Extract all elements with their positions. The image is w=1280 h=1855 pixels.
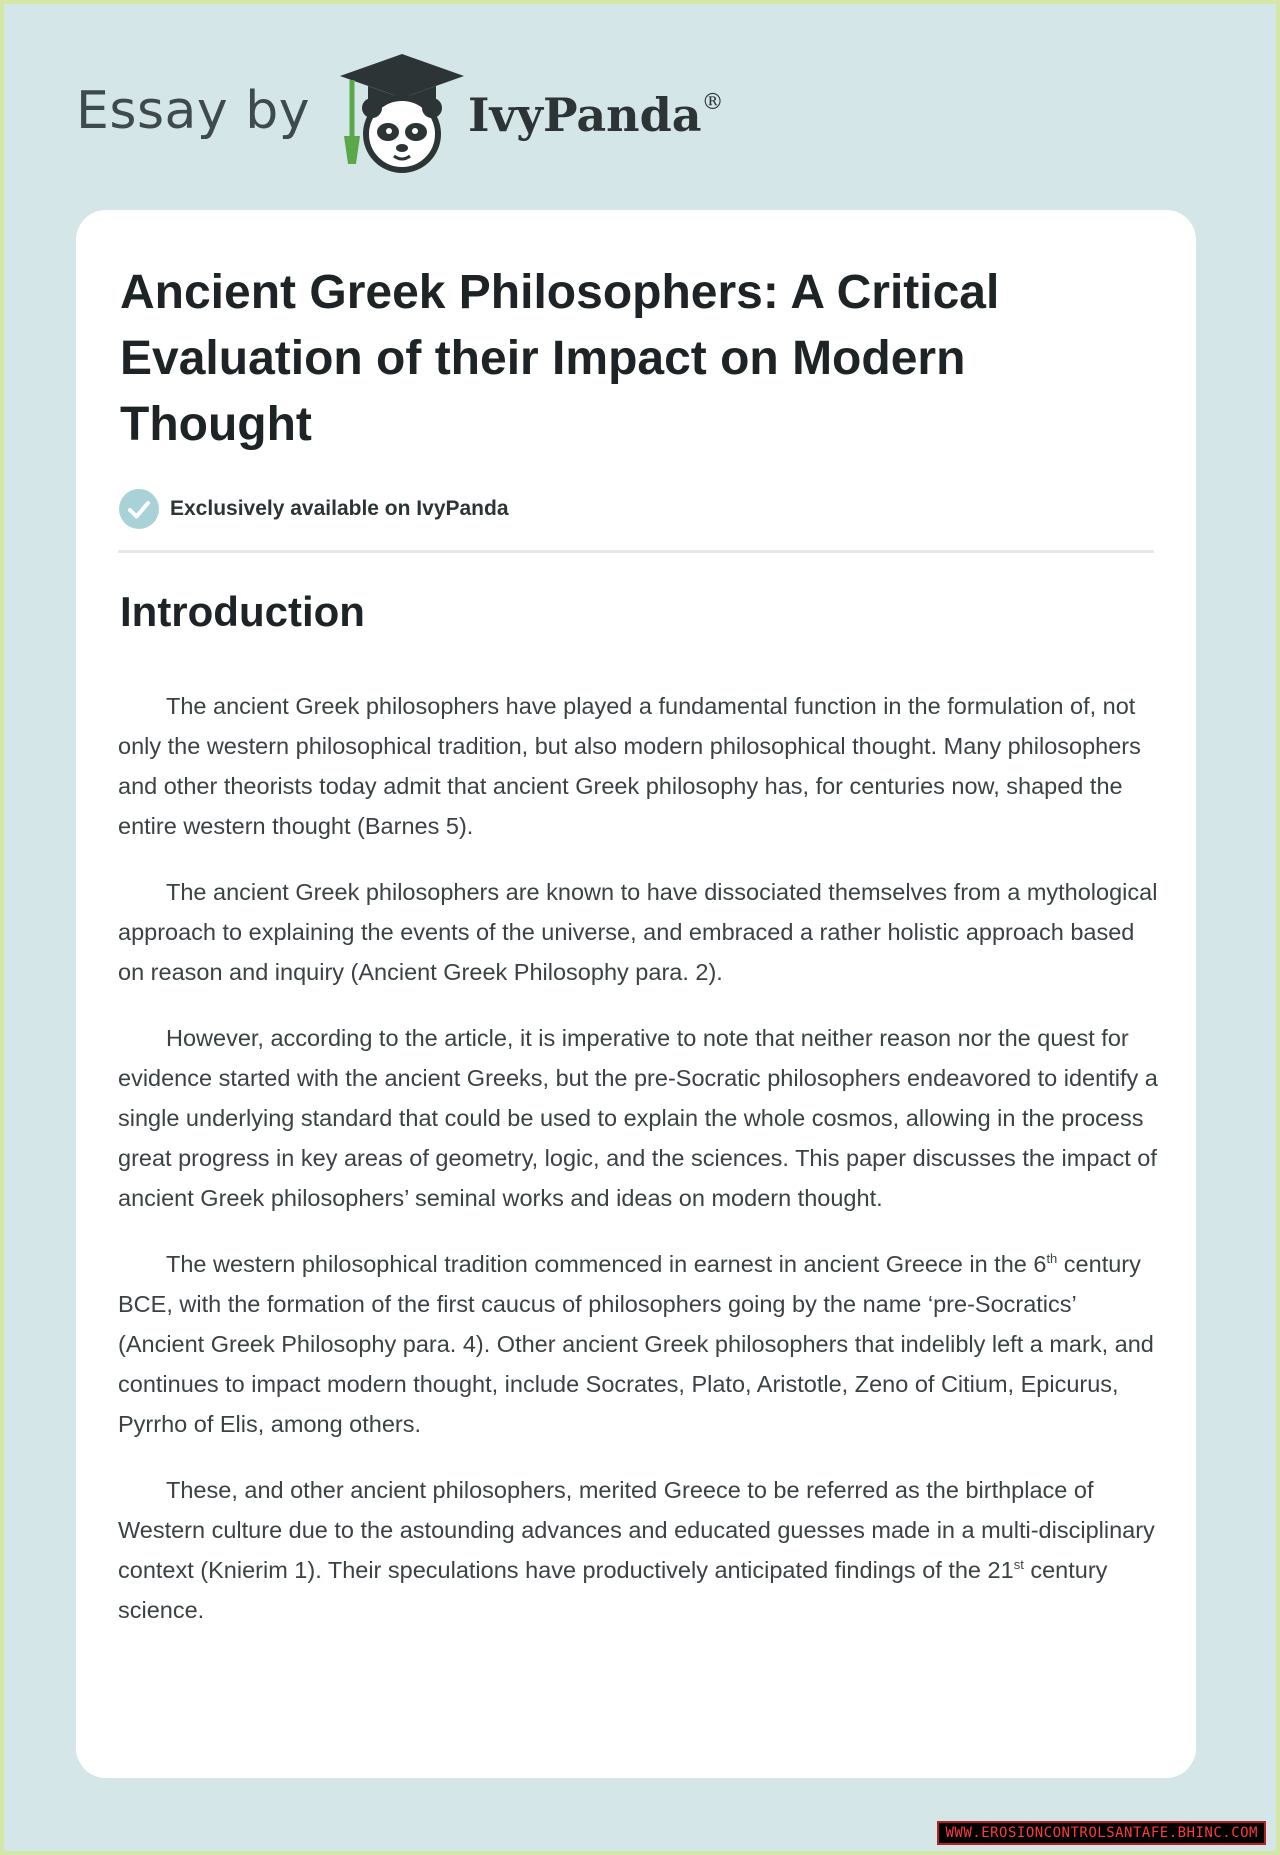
section-heading-introduction: Introduction [120, 588, 365, 635]
exclusive-badge-label: Exclusively available on IvyPanda [170, 497, 509, 520]
brand-logo-wordmark[interactable] [468, 88, 724, 142]
paragraph-2: The ancient Greek philosophers are known to have dissociated themselves from a mythological approach to explaining the events of the universe, and embraced a rather holistic approach based on reason and inquiry (Ancient Greek Philosophy para. 2). [118, 879, 1158, 985]
registered-mark: ® [701, 89, 724, 115]
paragraph-4-superscript: th [1046, 1251, 1058, 1267]
paragraph-1: The ancient Greek philosophers have played a fundamental function in the formulation of, not only the western philosophical tradition, but also modern philosophical thought. Many philosophers and other theorists today admit that ancient Greek philosophy has, for centuries now, shaped the entire western thought (Barnes 5). [118, 693, 1141, 839]
paragraph-5-text-after: century science. [118, 1557, 1108, 1623]
brand-header [76, 46, 724, 176]
essay-body [118, 686, 1158, 1656]
check-circle-icon [118, 488, 160, 530]
paragraph-5-superscript: st [1013, 1557, 1024, 1573]
watermark-url: WWW.EROSIONCONTROLSANTAFE.BHINC.COM [937, 1821, 1266, 1845]
divider [118, 550, 1154, 553]
essay-card [76, 210, 1196, 1778]
paragraph-4 [118, 1244, 1158, 1444]
exclusive-badge [118, 488, 509, 530]
paragraph-5 [118, 1470, 1158, 1630]
paragraph-4-text-before: The western philosophical tradition commenced in earnest in ancient Greece in the 6 [166, 1251, 1047, 1277]
essay-title: Ancient Greek Philosophers: A Critical Evaluation of their Impact on Modern Thought [120, 266, 1000, 451]
essay-by-label: Essay by [76, 81, 310, 141]
paragraph-3: However, according to the article, it is imperative to note that neither reason nor the quest for evidence started with the ancient Greeks, but the pre-Socratic philosophers endeavored to identify a single underlying standard that could be used to explain the whole cosmos, allowing in the process great progress in key areas of geometry, logic, and the sciences. This paper discusses the impact of ancient Greek philosophers’ seminal works and ideas on modern thought. [118, 1025, 1158, 1211]
brand-name: IvyPanda [468, 88, 702, 142]
paragraph-5-text-before: These, and other ancient philosophers, merited Greece to be referred as the birthplace of Western culture due to the astounding advances and educated guesses made in a multi-disciplinary context (Knierim 1). Their speculations have productively anticipated findings of the 21 [118, 1477, 1155, 1583]
panda-graduation-cap-icon [332, 46, 472, 176]
paragraph-4-text-after: century BCE, with the formation of the first caucus of philosophers going by the name ‘pre-Socratics’ (Ancient Greek Philosophy para. 4). Other ancient Greek philosophers that indelibly left a mark, and continues to impact modern thought, include Socrates, Plato, Aristotle, Zeno of Citium, Epicurus, Pyrrho of Elis, among others. [118, 1251, 1154, 1437]
